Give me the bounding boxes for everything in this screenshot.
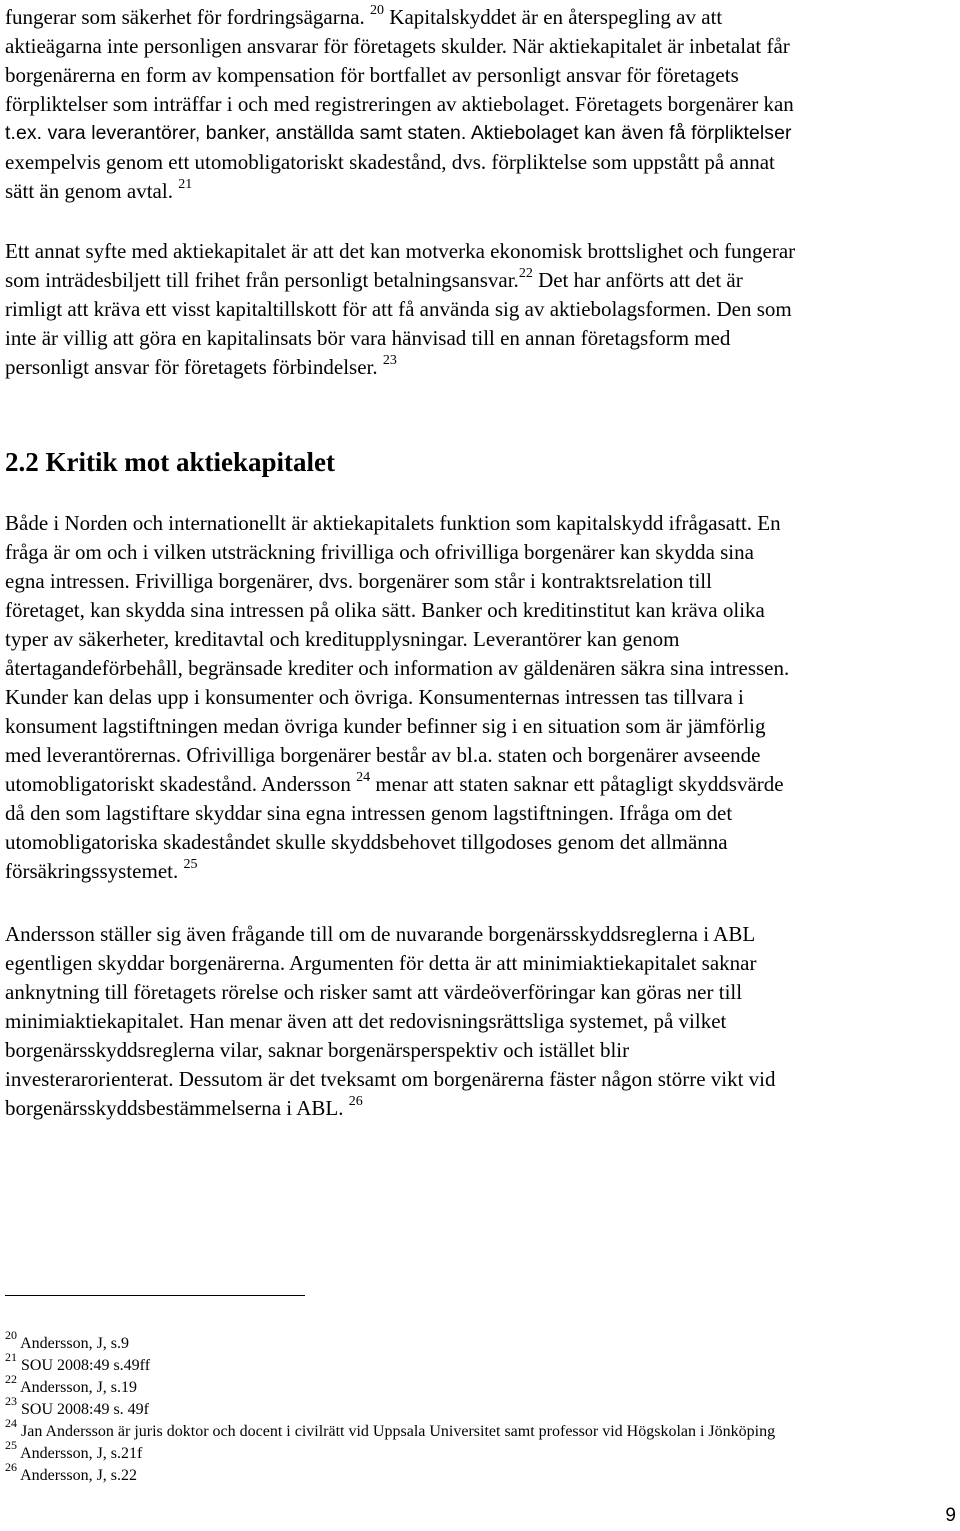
footnote — [5, 1459, 775, 1487]
text-line: egna intressen. Frivilliga borgenärer, dvs. borgenärer som står i kontraktsrelation till — [5, 569, 712, 593]
text-line: t.ex. vara leverantörer, banker, anställda samt staten. Aktiebolaget kan även få förpliktelser — [5, 122, 792, 144]
text-segment: menar att staten saknar ett påtagligt skyddsvärde — [375, 772, 784, 796]
text-segment: borgenärsskyddsbestämmelserna i ABL. — [5, 1096, 344, 1120]
footnote-number: 25 — [5, 1437, 17, 1452]
text-segment: Kapitalskyddet är en återspegling av att — [389, 5, 723, 29]
footnote-text: SOU 2008:49 s. 49f — [21, 1401, 150, 1418]
text-segment: Det har anförts att det är — [538, 268, 743, 292]
footnotes — [5, 1327, 776, 1487]
text-line — [5, 266, 955, 295]
text-segment: utomobligatoriskt skadestånd. Andersson — [5, 772, 351, 796]
text-line: Kunder kan delas upp i konsumenter och övriga. Konsumenternas intressen tas tillvara i — [5, 685, 744, 709]
body-paragraph-4 — [5, 920, 955, 1123]
footnote — [5, 1371, 775, 1399]
body-paragraph-3 — [5, 509, 955, 886]
text-line: minimiaktiekapitalet. Han menar även att det redovisningsrättsliga systemet, på vilket — [5, 1009, 727, 1033]
text-line: rimligt att kräva ett visst kapitaltillskott för att få använda sig av aktiebolagsformen. Den som — [5, 297, 792, 321]
footnote — [5, 1415, 776, 1443]
text-line — [5, 3, 955, 32]
text-line — [5, 353, 955, 382]
text-line: återtagandeförbehåll, begränsade krediter och information av gäldenären säkra sina intressen. — [5, 656, 790, 680]
text-line: fråga är om och i vilken utsträckning frivilliga och ofrivilliga borgenärer kan skydda sina — [5, 540, 754, 564]
text-line: företaget, kan skydda sina intressen på olika sätt. Banker och kreditinstitut kan kräva olika — [5, 598, 765, 622]
footnote-number: 21 — [5, 1349, 17, 1364]
footnote-number: 20 — [5, 1327, 17, 1342]
text-line — [5, 770, 955, 799]
text-line: Andersson ställer sig även frågande till om de nuvarande borgenärsskyddsreglerna i ABL — [5, 922, 756, 946]
text-segment: försäkringssystemet. — [5, 859, 179, 883]
footnote-ref-26[interactable]: 26 — [348, 1094, 363, 1109]
footnote-ref-24[interactable]: 24 — [356, 770, 371, 785]
body-paragraph-1 — [5, 3, 955, 206]
text-line: typer av säkerheter, kreditavtal och kreditupplysningar. Leverantörer kan genom — [5, 627, 680, 651]
footnote-text: Andersson, J, s.21f — [20, 1445, 143, 1462]
text-line: med leverantörernas. Ofrivilliga borgenärer består av bl.a. staten och borgenärer avseende — [5, 743, 761, 767]
text-segment: sätt än genom avtal. — [5, 179, 173, 203]
text-line: Ett annat syfte med aktiekapitalet är att det kan motverka ekonomisk brottslighet och fungerar — [5, 239, 796, 263]
text-line: investerarorienterat. Dessutom är det tveksamt om borgenärerna fäster någon större vikt vid — [5, 1067, 776, 1091]
footnote-text: SOU 2008:49 s.49ff — [21, 1357, 151, 1374]
footnote-number: 24 — [5, 1415, 17, 1430]
text-segment: fungerar som säkerhet för fordringsägarna. — [5, 5, 365, 29]
footnote-text: Andersson, J, s.19 — [20, 1379, 138, 1396]
footnote — [5, 1349, 775, 1377]
text-line: borgenärsskyddsreglerna vilar, saknar borgenärsperspektiv och istället blir — [5, 1038, 630, 1062]
footnote — [5, 1327, 775, 1355]
footnote-ref-21[interactable]: 21 — [178, 177, 193, 192]
footnote-ref-25[interactable]: 25 — [183, 857, 198, 872]
footnote-text: Andersson, J, s.9 — [20, 1335, 130, 1352]
text-line: Både i Norden och internationellt är aktiekapitalets funktion som kapitalskydd ifrågasatt. En — [5, 511, 781, 535]
page-number: 9 — [945, 1505, 956, 1526]
text-line: då den som lagstiftare skyddar sina egna intressen genom lagstiftningen. Ifråga om det — [5, 801, 733, 825]
text-line — [5, 177, 955, 206]
footnote-text: Andersson, J, s.22 — [20, 1467, 138, 1484]
footnote-ref-23[interactable]: 23 — [382, 353, 397, 368]
footnote — [5, 1437, 775, 1465]
text-line: exempelvis genom ett utomobligatoriskt skadestånd, dvs. förpliktelse som uppstått på annat — [5, 150, 775, 174]
section-heading: 2.2 Kritik mot aktiekapitalet — [5, 447, 335, 477]
text-line — [5, 1094, 955, 1123]
text-line: borgenärerna en form av kompensation för bortfallet av personligt ansvar för företagets — [5, 63, 739, 87]
text-line: konsument lagstiftningen medan övriga kunder befinner sig i en situation som är jämförlig — [5, 714, 766, 738]
footnote-number: 23 — [5, 1393, 17, 1408]
footnote-separator — [5, 1295, 305, 1296]
text-line: inte är villig att göra en kapitalinsats bör vara hänvisad till en annan företagsform med — [5, 326, 731, 350]
text-line: anknytning till företagets rörelse och risker samt att värdeöverföringar kan göras ner till — [5, 980, 743, 1004]
footnote-ref-22[interactable]: 22 — [518, 266, 533, 281]
text-segment: som inträdesbiljett till frihet från personligt betalningsansvar. — [5, 268, 519, 292]
text-line: aktieägarna inte personligen ansvarar för företagets skulder. När aktiekapitalet är inbetalat får — [5, 34, 790, 58]
text-line: utomobligatoriska skadeståndet skulle skyddsbehovet tillgodoses genom det allmänna — [5, 830, 728, 854]
text-line: förpliktelser som inträffar i och med registreringen av aktiebolaget. Företagets borgenärer kan — [5, 92, 794, 116]
footnote-text: Jan Andersson är juris doktor och docent i civilrätt vid Uppsala Universitet samt professor vid Högskolan i Jönköping — [21, 1423, 776, 1440]
footnote — [5, 1393, 775, 1421]
text-line: egentligen skyddar borgenärerna. Argumenten för detta är att minimiaktiekapitalet saknar — [5, 951, 757, 975]
body-paragraph-2 — [5, 237, 955, 382]
text-line — [5, 857, 955, 886]
footnote-number: 26 — [5, 1459, 17, 1474]
footnote-ref-20[interactable]: 20 — [370, 3, 385, 18]
text-segment: personligt ansvar för företagets förbindelser. — [5, 355, 378, 379]
footnote-number: 22 — [5, 1371, 17, 1386]
